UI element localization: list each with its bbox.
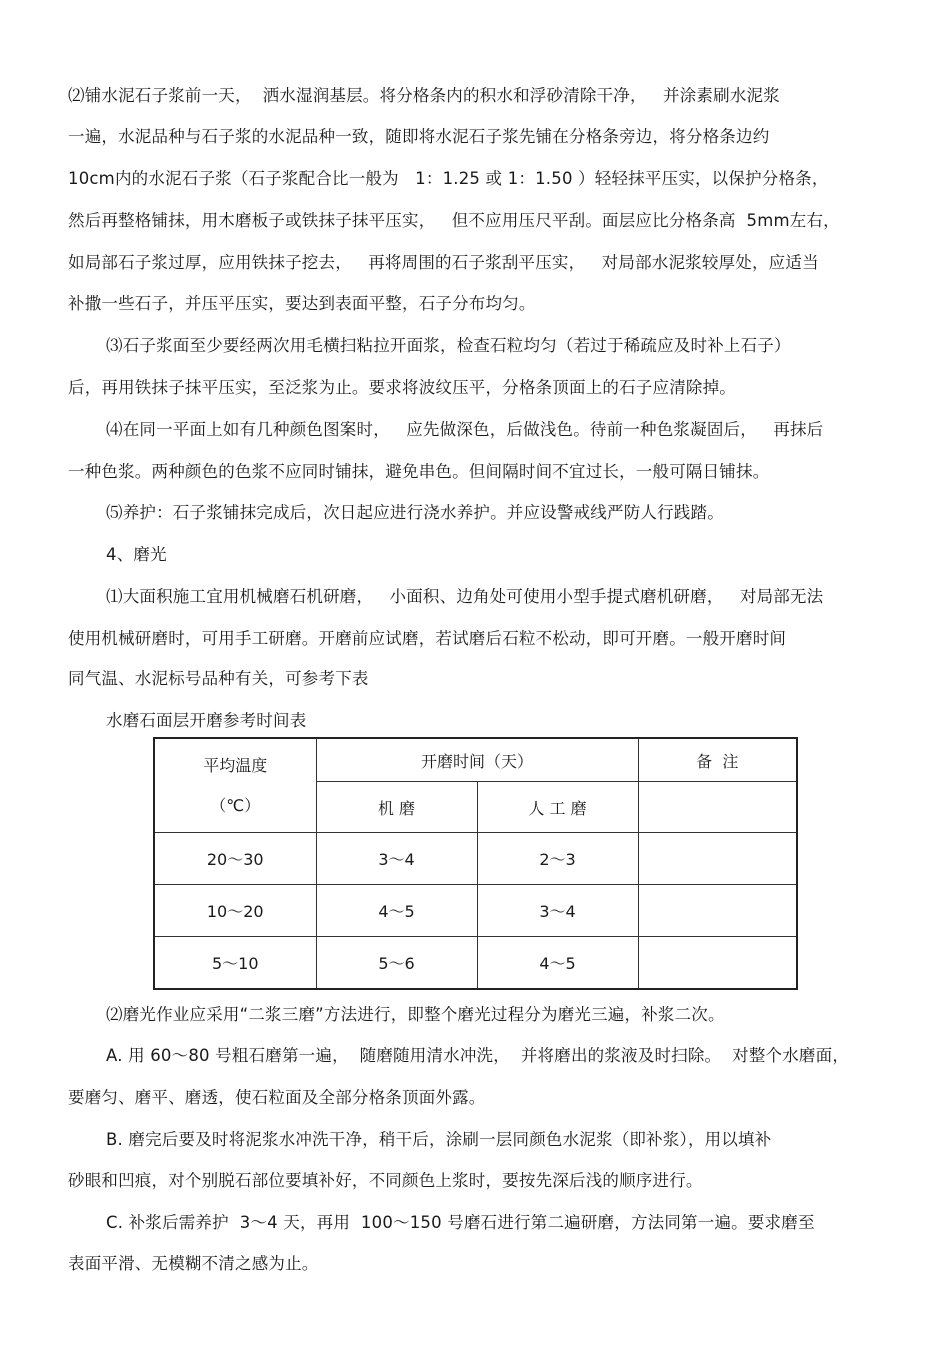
text-line: ⑵磨光作业应采用“二浆三磨”方法进行，即整个磨光过程分为磨光三遍，补浆二次。 (106, 1005, 725, 1024)
table-row (154, 937, 797, 990)
text-line: 一种色浆。两种颜色的色浆不应同时铺抹，避免串色。但间隔时间不宜过长，一般可隔日铺抹。 (68, 462, 770, 481)
text-line: 同气温、水泥标号品种有关，可参考下表 (68, 669, 369, 688)
text-line: ⑴大面积施工宜用机械磨石机研磨， 小面积、边角处可使用小型手提式磨机研磨， 对局部无法 (106, 587, 824, 606)
text-line: C. 补浆后需养护 3～4 天，再用 100～150 号磨石进行第二遍研磨，方法同第一遍。要求磨至 (106, 1213, 815, 1232)
header-avg-temperature (154, 738, 316, 833)
header-machine-grinding: 机 磨 (316, 782, 477, 833)
text-line: 水磨石面层开磨参考时间表 (106, 711, 307, 730)
text-line: 10cm内的水泥石子浆（石子浆配合比一般为 1：1.25 或 1：1.50 ）轻轻抹平压实，以保护分格条， (68, 169, 829, 188)
text-line: 一遍，水泥品种与石子浆的水泥品种一致，随即将水泥石子浆先铺在分格条旁边，将分格条边约 (68, 127, 770, 146)
text-line: 后，再用铁抹子抹平压实，至泛浆为止。要求将波纹压平，分格条顶面上的石子应清除掉。 (68, 378, 736, 397)
text-line: 4、磨光 (106, 545, 167, 564)
header-temp-unit: （℃） (210, 795, 261, 815)
cell-temp: 10～20 (154, 885, 316, 937)
cell-machine: 5～6 (316, 937, 477, 990)
cell-note (638, 885, 797, 937)
cell-manual: 4～5 (477, 937, 638, 990)
cell-manual: 3～4 (477, 885, 638, 937)
text-line: 然后再整格铺抹，用木磨板子或铁抹子抹平压实， 但不应用压尺平刮。面层应比分格条高 5mm左右， (68, 211, 840, 230)
text-line: ⑷在同一平面上如有几种颜色图案时， 应先做深色，后做浅色。待前一种色浆凝固后， 再抹后 (106, 420, 824, 439)
header-grinding-time: 开磨时间（天） (316, 738, 638, 782)
text-line: 表面平滑、无模糊不清之感为止。 (68, 1254, 319, 1273)
grinding-time-table (153, 737, 798, 990)
text-line: ⑸养护：石子浆铺抹完成后，次日起应进行浇水养护。并应设警戒线严防人行践踏。 (106, 503, 724, 522)
cell-note (638, 833, 797, 885)
text-line: ⑵铺水泥石子浆前一天， 洒水湿润基层。将分格条内的积水和浮砂清除干净， 并涂素刷水泥浆 (68, 86, 780, 105)
cell-machine: 3～4 (316, 833, 477, 885)
header-temp-label: 平均温度 (203, 755, 268, 775)
header-manual-grinding: 人 工 磨 (477, 782, 638, 833)
cell-machine: 4～5 (316, 885, 477, 937)
text-line: 砂眼和凹痕，对个别脱石部位要填补好，不同颜色上浆时，要按先深后浅的顺序进行。 (68, 1171, 703, 1190)
text-line: B. 磨完后要及时将泥浆水冲洗干净，稍干后，涂刷一层同颜色水泥浆（即补浆），用以填补 (106, 1130, 772, 1149)
table-row (154, 885, 797, 937)
cell-note (638, 937, 797, 990)
header-note-empty (638, 782, 797, 833)
cell-temp: 20～30 (154, 833, 316, 885)
text-line: A. 用 60～80 号粗石磨第一遍， 随磨随用清水冲洗， 并将磨出的浆液及时扫除。 对整个水磨面， (106, 1046, 850, 1065)
header-note: 备 注 (638, 738, 797, 782)
table-row (154, 833, 797, 885)
cell-manual: 2～3 (477, 833, 638, 885)
cell-temp: 5～10 (154, 937, 316, 990)
text-line: 补撒一些石子，并压平压实，要达到表面平整，石子分布均匀。 (68, 294, 536, 313)
text-line: 如局部石子浆过厚，应用铁抹子挖去， 再将周围的石子浆刮平压实， 对局部水泥浆较厚处，应适当 (68, 253, 819, 272)
text-line: ⑶石子浆面至少要经两次用毛横扫粘拉开面浆，检查石粒均匀（若过于稀疏应及时补上石子） (106, 336, 791, 355)
text-line: 使用机械研磨时，可用手工研磨。开磨前应试磨，若试磨后石粒不松动，即可开磨。一般开磨时间 (68, 629, 787, 648)
text-line: 要磨匀、磨平、磨透，使石粒面及全部分格条顶面外露。 (68, 1088, 486, 1107)
